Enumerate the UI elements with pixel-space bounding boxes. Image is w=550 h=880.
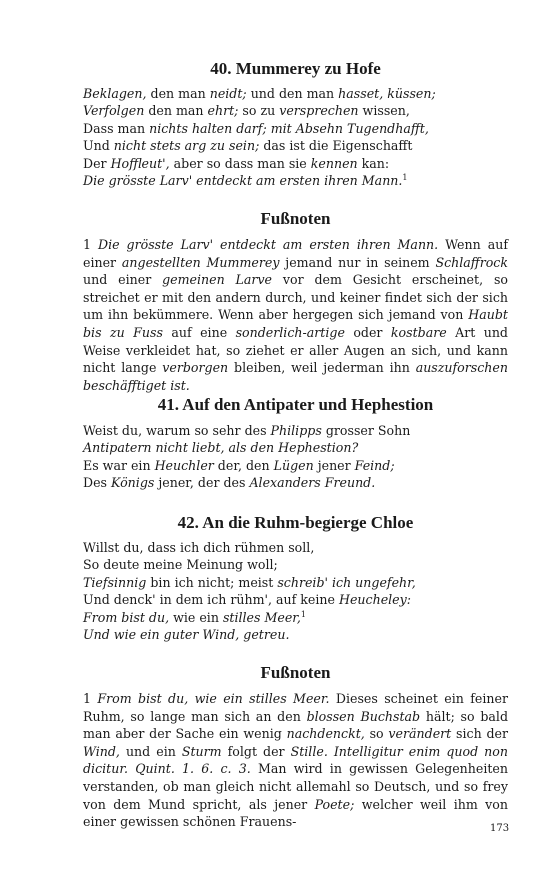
italic-text: Hoffleut', [110,155,170,171]
verse-line [83,609,508,626]
verse-line [83,591,508,608]
text: kan: [357,155,390,171]
italic-text: Verfolgen [83,103,145,119]
text: Art und Weise verkleidet hat, so ziehet er aller Augen an sich, und kann nicht lange [83,324,508,376]
poem-42 [83,539,508,643]
italic-text: gemeinen Larve [162,272,273,288]
italic-text: Beklagen, [83,86,147,101]
footnote-40-1 [83,236,508,394]
italic-text: Wind, [83,743,120,759]
text: wissen, [358,103,410,119]
verse-line [83,102,508,119]
italic-text: Poete; [314,796,355,812]
italic-text: Die grösste Larv' entdeckt am ersten ihren Mann. [83,173,403,189]
poem-40 [83,85,508,189]
text: Wenn auf einer [83,237,508,270]
verse-line [83,120,508,137]
text: den man [146,86,210,101]
verse-line [83,439,508,456]
verse-line [83,574,508,591]
poem-41 [83,422,508,492]
verse-line [83,155,508,172]
section-heading-41: 41. Auf den Antipater und Hephestion [157,395,434,414]
italic-text: Sturm [181,743,222,759]
text: so zu [238,103,280,119]
text: aber so dass man sie [169,155,311,171]
italic-text: Heuchler [154,457,214,473]
italic-text: neidt; [209,86,247,101]
text: das ist die Eigenschafft [259,138,413,154]
text: vor dem Gesicht erscheinet, so streichet er mit den andern durch, und keiner findet sich der sich um ihn bekümmere. Wenn aber hergegen sich jemand von [83,272,508,323]
text: wie ein [169,609,223,625]
verse-line [83,556,508,573]
italic-text: verändert [388,726,452,742]
italic-text: sonderlich-artige [235,324,345,340]
text: jemand nur in seinem [279,254,436,270]
text: sich der [451,726,508,742]
section-heading-42: 42. An die Ruhm-begierge Chloe [177,513,414,532]
italic-text: Alexanders Freund. [249,475,376,491]
footnote-ref: 1 [300,609,307,619]
italic-text: Und wie ein guter Wind, getreu. [83,627,290,643]
text: hält; so bald man aber der Sache ein wenig [83,708,509,742]
footnote-42-1 [83,690,508,831]
italic-text: auszuforschen beschäfftiget ist. [83,360,508,393]
text: und einer [83,272,163,288]
text: 1 [83,237,98,252]
text: Weist du, warum so sehr des [83,423,271,438]
text: 1 [83,691,98,706]
page-number: 173 [490,823,510,834]
text: Dieses scheinet ein feiner Ruhm, so lange man sich an den [83,691,508,724]
text: den man [144,103,208,119]
italic-text: From bist du, wie ein stilles Meer. [97,691,330,706]
italic-text: hasset, küssen; [338,86,436,101]
italic-text: Feind; [354,457,395,473]
text: bin ich nicht; meist [146,574,278,590]
text: Dass man [83,120,150,136]
text: Man wird in gewissen Gelegenheiten verstanden, ob man gleich nicht allemahl so Deutsch, und so frey von dem Mund spricht, als jener [83,761,508,812]
verse-line [83,539,508,556]
text: der, den [213,457,274,473]
text: jener, der des [154,475,250,491]
verse-line [83,626,508,643]
italic-text: Königs [111,475,155,491]
text: auf eine [162,324,236,340]
verse-line [83,85,508,102]
italic-text: Die grösste Larv' entdeckt am ersten ihren Mann. [97,237,439,252]
italic-text: kennen [310,155,358,171]
verse-line [83,474,508,491]
italic-text: stilles Meer, [222,609,301,625]
italic-text: ehrt; [207,103,239,119]
italic-text: Philipps [270,423,322,438]
verse-line [83,137,508,154]
italic-text: Haubt bis zu Fuss [83,307,508,340]
text: folgt der [221,743,291,759]
text: jener [313,457,355,473]
italic-text: Lügen [273,457,314,473]
text: Und [83,138,114,154]
footnotes-heading-2: Fußnoten [260,663,331,682]
italic-text: Stille. Intelligitur enim quod non dicitur. Quint. 1. 6. c. 3. [83,743,508,777]
text: Es war ein [83,457,155,473]
footnote-ref: 1 [402,172,408,182]
italic-text: kostbare [390,324,447,340]
italic-text: Heucheley: [338,592,411,608]
text: oder [344,324,391,340]
italic-text: Tiefsinnig [83,574,147,590]
text: welcher weil ihm von einer gewissen schönen Frauens- [83,796,508,830]
section-heading-40: 40. Mummerey zu Hofe [210,59,381,78]
verse-line [83,457,508,474]
italic-text: Schlaffrock [435,254,508,270]
text: und ein [119,743,182,759]
italic-text: From bist du, [83,609,170,625]
italic-text: nachdenckt, [286,726,365,742]
text: so [364,726,389,742]
text: So deute meine Meinung woll; [83,557,278,573]
text: Und denck' in dem ich rühm', auf keine [83,592,339,608]
italic-text: schreib' ich ungefehr, [277,574,416,590]
italic-text: Antipatern nicht liebt, als den Hephestion? [83,440,359,456]
text: Der [83,155,111,171]
italic-text: blossen Buchstab [306,708,421,724]
text: und den man [246,86,339,101]
italic-text: versprechen [279,103,359,119]
text: Willst du, dass ich dich rühmen soll, [83,540,315,555]
italic-text: nichts halten darf; mit Absehn Tugendhafft, [149,120,429,136]
italic-text: angestellten Mummerey [121,254,280,270]
footnotes-heading-1: Fußnoten [260,209,331,228]
italic-text: verborgen [162,360,229,376]
verse-line [83,422,508,439]
verse-line [83,172,508,189]
italic-text: nicht stets arg zu sein; [113,138,260,154]
text: bleiben, weil jederman ihn [228,360,416,376]
text: Des [83,475,112,491]
text: grosser Sohn [321,423,411,438]
